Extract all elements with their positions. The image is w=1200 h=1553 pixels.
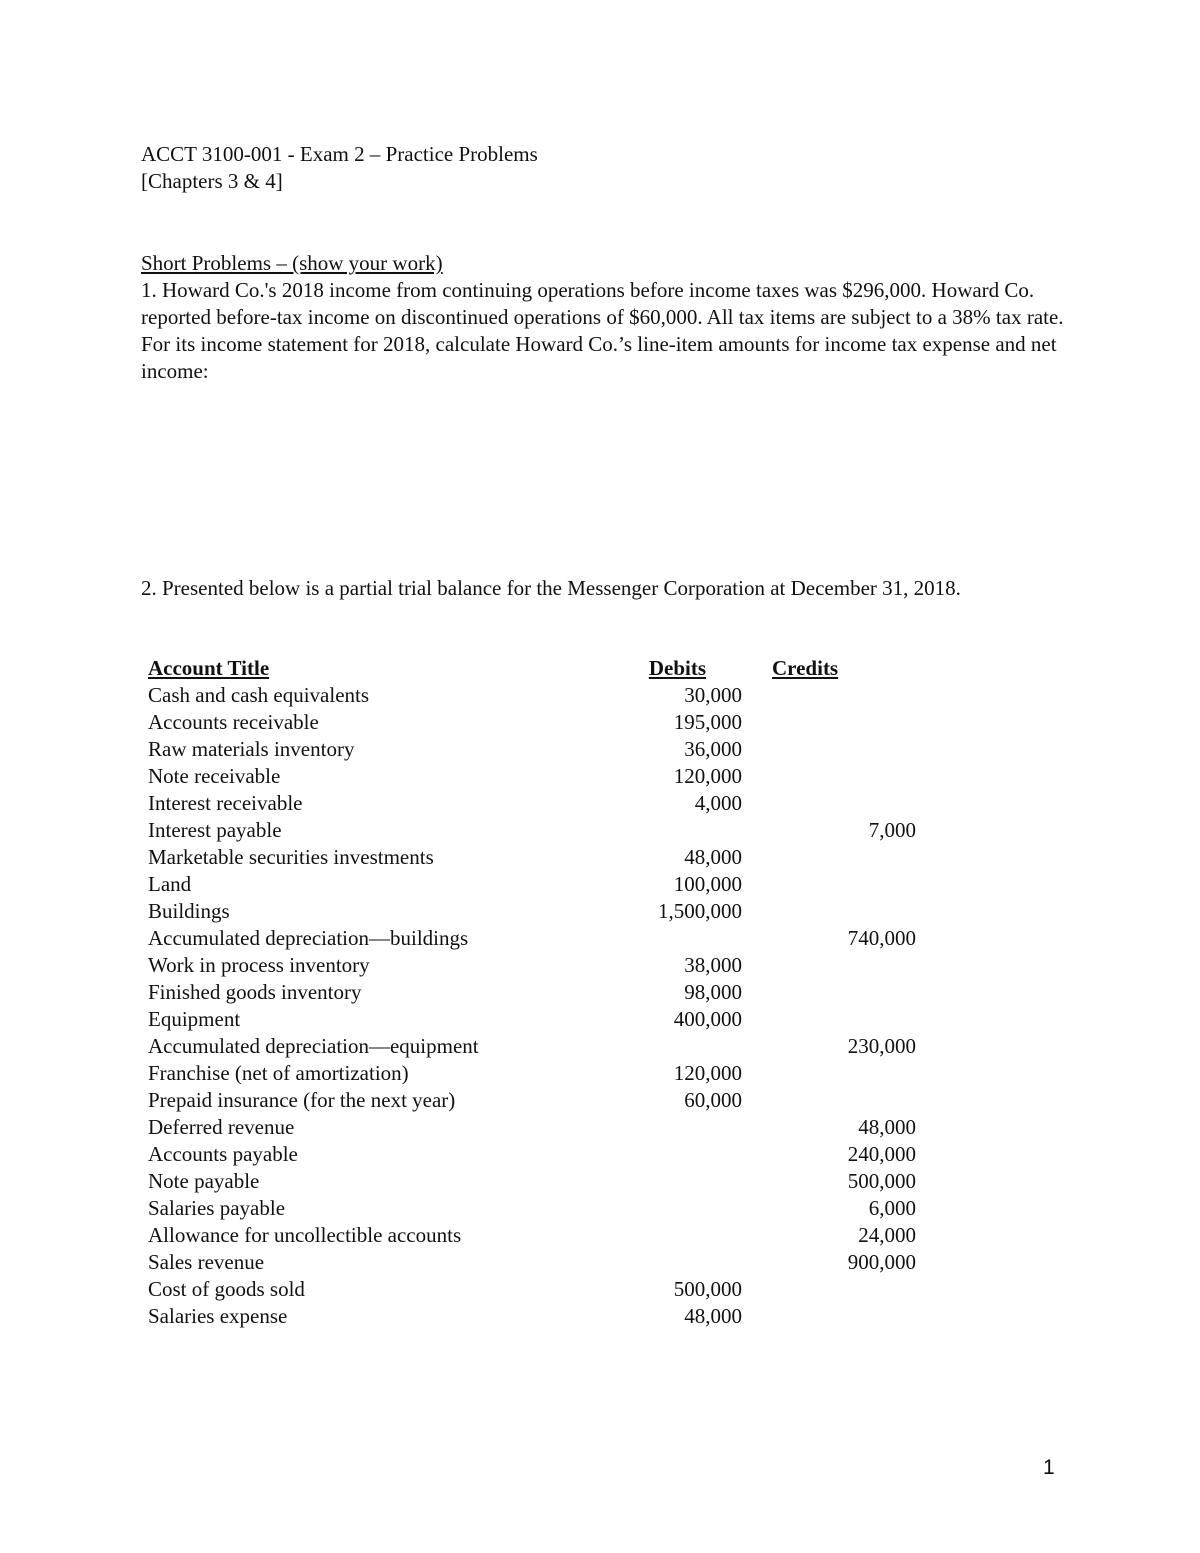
account-title-cell: Allowance for uncollectible accounts bbox=[148, 1223, 462, 1247]
debit-cell: 98,000 bbox=[684, 980, 742, 1004]
debit-cell: 48,000 bbox=[684, 1304, 742, 1328]
problem-1-text: 1. Howard Co.'s 2018 income from continuing operations before income taxes was $296,000. Howard Co. reported before-tax income on discontinued operations of $60,000. All tax items are subject to a 38% tax rate. For its income statement for 2018, calculate Howard Co.’s line-item amounts for income tax expense and net income: bbox=[141, 278, 1064, 383]
table-row bbox=[148, 871, 916, 898]
account-title-cell: Marketable securities investments bbox=[148, 845, 434, 869]
table-row bbox=[148, 925, 916, 952]
table-row bbox=[148, 844, 916, 871]
account-title-cell: Prepaid insurance (for the next year) bbox=[148, 1088, 456, 1112]
debit-cell: 500,000 bbox=[673, 1277, 742, 1301]
table-header-row bbox=[148, 655, 916, 682]
account-title-cell: Land bbox=[148, 872, 192, 896]
account-title-cell: Note payable bbox=[148, 1169, 260, 1193]
problem-1 bbox=[141, 250, 1081, 385]
debit-cell bbox=[568, 1114, 742, 1141]
table-body bbox=[148, 682, 916, 1330]
debit-cell bbox=[568, 1168, 742, 1195]
table-row bbox=[148, 709, 916, 736]
credit-cell bbox=[742, 979, 916, 1006]
debit-cell bbox=[568, 1033, 742, 1060]
document-header bbox=[141, 141, 1081, 195]
table-row bbox=[148, 1249, 916, 1276]
table-row bbox=[148, 1006, 916, 1033]
problem-2 bbox=[141, 575, 1081, 602]
table-row bbox=[148, 898, 916, 925]
table-row bbox=[148, 1276, 916, 1303]
credit-cell bbox=[742, 790, 916, 817]
table-row bbox=[148, 1087, 916, 1114]
debit-cell bbox=[568, 1249, 742, 1276]
credit-cell: 500,000 bbox=[847, 1169, 916, 1193]
account-title-cell: Deferred revenue bbox=[148, 1115, 295, 1139]
table-row bbox=[148, 790, 916, 817]
account-title-cell: Accounts receivable bbox=[148, 710, 319, 734]
debit-cell: 400,000 bbox=[673, 1007, 742, 1031]
credit-cell bbox=[742, 682, 916, 709]
credit-cell bbox=[742, 736, 916, 763]
account-title-cell: Franchise (net of amortization) bbox=[148, 1061, 409, 1085]
credit-cell bbox=[742, 763, 916, 790]
table-row bbox=[148, 1033, 916, 1060]
credit-cell bbox=[742, 1303, 916, 1330]
account-title-cell: Accounts payable bbox=[148, 1142, 298, 1166]
credit-cell bbox=[742, 709, 916, 736]
debit-cell: 30,000 bbox=[684, 683, 742, 707]
table-row bbox=[148, 1222, 916, 1249]
credit-cell bbox=[742, 844, 916, 871]
credit-cell bbox=[742, 1006, 916, 1033]
debit-cell: 60,000 bbox=[684, 1088, 742, 1112]
page-number: 1 bbox=[1043, 1456, 1055, 1479]
trial-balance-table bbox=[148, 655, 916, 1330]
debit-cell: 195,000 bbox=[673, 710, 742, 734]
account-title-cell: Finished goods inventory bbox=[148, 980, 362, 1004]
credit-cell: 740,000 bbox=[847, 926, 916, 950]
credit-cell bbox=[742, 952, 916, 979]
problem-2-text: 2. Presented below is a partial trial balance for the Messenger Corporation at December 31, 2018. bbox=[141, 576, 961, 600]
debit-cell: 38,000 bbox=[684, 953, 742, 977]
table-row bbox=[148, 1060, 916, 1087]
credit-cell bbox=[742, 871, 916, 898]
table-row bbox=[148, 817, 916, 844]
table-row bbox=[148, 1195, 916, 1222]
account-title-cell: Salaries expense bbox=[148, 1304, 288, 1328]
table-row bbox=[148, 1303, 916, 1330]
account-title-cell: Interest receivable bbox=[148, 791, 303, 815]
document-title: ACCT 3100-001 - Exam 2 – Practice Problems bbox=[141, 142, 538, 166]
account-title-cell: Cost of goods sold bbox=[148, 1277, 305, 1301]
account-title-cell: Salaries payable bbox=[148, 1196, 286, 1220]
account-title-cell: Interest payable bbox=[148, 818, 282, 842]
credit-cell bbox=[742, 1087, 916, 1114]
debit-cell: 1,500,000 bbox=[658, 899, 742, 923]
debit-cell: 120,000 bbox=[673, 764, 742, 788]
debit-cell: 36,000 bbox=[684, 737, 742, 761]
account-title-cell: Accumulated depreciation—buildings bbox=[148, 926, 469, 950]
table-row bbox=[148, 763, 916, 790]
account-title-cell: Accumulated depreciation—equipment bbox=[148, 1034, 479, 1058]
debit-cell: 48,000 bbox=[684, 845, 742, 869]
debit-cell bbox=[568, 817, 742, 844]
account-title-cell: Note receivable bbox=[148, 764, 281, 788]
table-row bbox=[148, 1114, 916, 1141]
debit-cell: 100,000 bbox=[673, 872, 742, 896]
header-account-title: Account Title bbox=[148, 656, 270, 680]
credit-cell: 48,000 bbox=[858, 1115, 916, 1139]
account-title-cell: Raw materials inventory bbox=[148, 737, 355, 761]
credit-cell bbox=[742, 898, 916, 925]
account-title-cell: Equipment bbox=[148, 1007, 241, 1031]
table-row bbox=[148, 979, 916, 1006]
account-title-cell: Sales revenue bbox=[148, 1250, 265, 1274]
header-credits: Credits bbox=[772, 656, 839, 680]
credit-cell: 6,000 bbox=[868, 1196, 916, 1220]
credit-cell: 24,000 bbox=[858, 1223, 916, 1247]
credit-cell bbox=[742, 1060, 916, 1087]
table-row bbox=[148, 736, 916, 763]
section-heading: Short Problems – (show your work) bbox=[141, 251, 443, 275]
debit-cell bbox=[568, 1141, 742, 1168]
credit-cell: 900,000 bbox=[847, 1250, 916, 1274]
debit-cell bbox=[568, 1195, 742, 1222]
table-row bbox=[148, 1141, 916, 1168]
table-row bbox=[148, 1168, 916, 1195]
account-title-cell: Buildings bbox=[148, 899, 230, 923]
credit-cell: 7,000 bbox=[868, 818, 916, 842]
table-row bbox=[148, 952, 916, 979]
debit-cell bbox=[568, 925, 742, 952]
account-title-cell: Cash and cash equivalents bbox=[148, 683, 370, 707]
header-debits: Debits bbox=[648, 656, 706, 680]
account-title-cell: Work in process inventory bbox=[148, 953, 370, 977]
debit-cell: 120,000 bbox=[673, 1061, 742, 1085]
chapters-subtitle: [Chapters 3 & 4] bbox=[141, 169, 283, 193]
table-row bbox=[148, 682, 916, 709]
credit-cell bbox=[742, 1276, 916, 1303]
credit-cell: 240,000 bbox=[847, 1142, 916, 1166]
debit-cell: 4,000 bbox=[694, 791, 742, 815]
debit-cell bbox=[568, 1222, 742, 1249]
credit-cell: 230,000 bbox=[847, 1034, 916, 1058]
